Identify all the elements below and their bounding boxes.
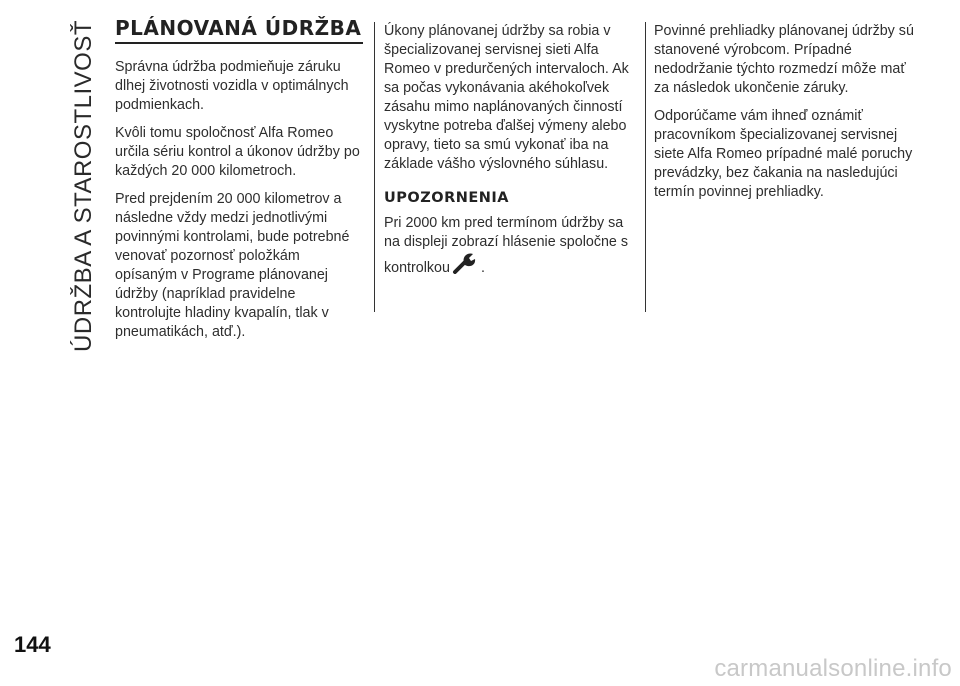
paragraph: Kvôli tomu spoločnosť Alfa Romeo určila sériu kontrol a úkonov údržby po každých 20 000 kilometroch.	[115, 125, 360, 179]
paragraph-text: Pri 2000 km pred termínom údržby sa na displeji zobrazí hlásenie spoločne s kontrolkou	[384, 215, 628, 276]
page-heading: PLÁNOVANÁ ÚDRŽBA	[115, 18, 363, 44]
column-3	[654, 22, 914, 211]
page-number: 144	[14, 632, 51, 657]
paragraph: Pred prejdením 20 000 kilometrov a následne vždy medzi jednotlivými povinnými kontrolami, bude potrebné venovať pozornosť položkám opísaným v Programe plánovanej údržby (napríklad pravidelne kontrolujte hladiny kvapalín, tlak v pneumatikách, atď.).	[115, 191, 350, 340]
paragraph-text-end: .	[480, 260, 485, 276]
watermark: carmanualsonline.info	[714, 655, 952, 682]
section-side-title	[66, 20, 106, 352]
column-1	[115, 18, 363, 351]
paragraph-with-icon	[384, 214, 634, 280]
paragraph: Odporúčame vám ihneď oznámiť pracovníkom špecializovanej servisnej siete Alfa Romeo prípadné malé poruchy prevádzky, bez čakania na nasledujúci termín povinnej prehliadky.	[654, 108, 913, 200]
column-divider	[374, 22, 375, 312]
column-divider	[645, 22, 646, 312]
warnings-heading: UPOZORNENIA	[384, 190, 510, 206]
paragraph: Povinné prehliadky plánovanej údržby sú stanovené výrobcom. Prípadné nedodržanie týchto rozmedzí môže mať za následok ukončenie záruky.	[654, 23, 914, 96]
wrench-icon	[452, 252, 478, 280]
paragraph: Správna údržba podmieňuje záruku dlhej životnosti vozidla v optimálnych podmienkach.	[115, 59, 349, 113]
column-2	[384, 22, 634, 289]
paragraph: Úkony plánovanej údržby sa robia v špecializovanej servisnej sieti Alfa Romeo v predurčených intervaloch. Ak sa počas vykonávania akéhokoľvek zásahu mimo naplánovaných činností vyskytne potreba ďalšej výmeny alebo opravy, tieto sa smú vykonať iba na základe vášho výslovného súhlasu.	[384, 23, 629, 172]
section-side-title-text: ÚDRŽBA A STAROSTLIVOSŤ	[70, 20, 97, 352]
